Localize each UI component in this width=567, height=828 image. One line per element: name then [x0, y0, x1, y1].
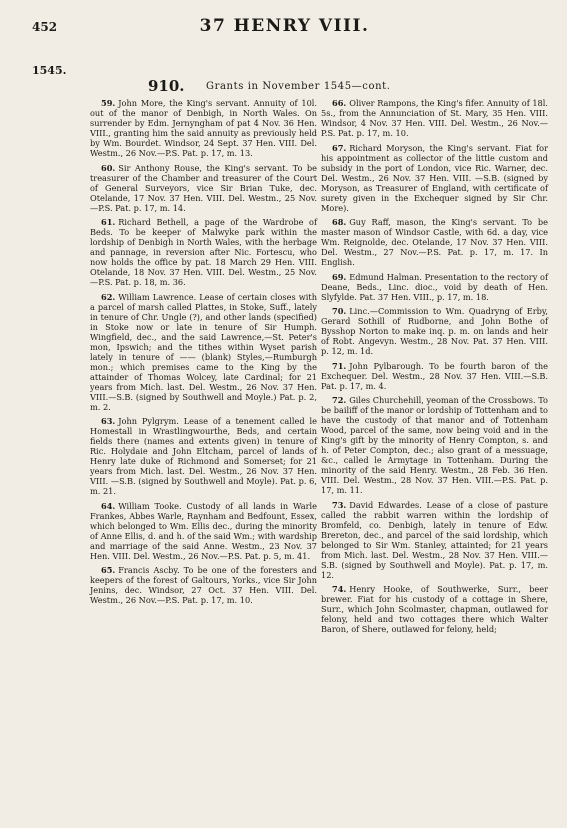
year-marginal: 1545.: [32, 64, 67, 77]
entry: [90, 501, 317, 561]
entry-number: 71.: [332, 360, 347, 371]
entry-number: 66.: [332, 98, 347, 108]
entry-number: 63.: [101, 416, 116, 426]
entry-text: Henry Hooke, of Southwerke, Surr., beer brewer. Fiat for his custody of a cottage in Shere, Surr., which John Scolmaster, chapman, outlawed for felony, held and two cottages there which Walter Baron, of Shere, outlawed for felony, held;: [321, 584, 548, 634]
entry-text: Richard Moryson, the King's servant. Fiat for his appointment as collector of the little custom and subsidy in the port of London, vice Ric. Warner, dec. Del. Westm., 26 Nov. 37 Hen. VIII. —S.B. (signed by Moryson, as Treasurer of England, with certificate of surety given in the Exchequer signed by Sir Chr. More).: [321, 142, 548, 213]
entry-text: David Edwardes. Lease of a close of pasture called the rabbit warren within the lordship of Bromfeld, co. Denbigh, lately in tenure of Edw. Brereton, dec., and parcel of the said lordship, which belonged to Sir Wm. Stanley, attainted; for 21 years from Mich. last. Del. Westm., 28 Nov. 37 Hen. VIII.—S.B. (signed by Southwell and Moyle). Pat. p. 17, m. 12.: [321, 499, 548, 580]
entry: [321, 500, 548, 580]
entry-text: Guy Raff, mason, the King's servant. To be master mason of Windsor Castle, with 6d. a day, vice Wm. Reignolde, dec. Otelande, 17 Nov. 37 Hen. VIII. Del. Westm., 27 Nov.—P.S. Pat. p. 17, m. 17. In English.: [321, 217, 548, 267]
left-column: [90, 98, 317, 610]
entry: [321, 98, 548, 138]
entry-number: 59.: [101, 98, 116, 108]
entry: [321, 584, 548, 634]
entry-number: 65.: [101, 565, 116, 575]
entry-text: John Pylbarough. To be fourth baron of the Exchequer. Del. Westm., 28 Nov. 37 Hen. VIII.—S.B. Pat. p. 17, m. 4.: [321, 360, 548, 391]
entry: [321, 395, 548, 495]
running-title: 37 HENRY VIII.: [199, 16, 370, 36]
entry-text: Francis Ascby. To be one of the foresters and keepers of the forest of Galtours, Yorks., vice Sir John Jenins, dec. Windsor, 27 Oct. 37 Hen. VIII. Del. Westm., 26 Nov.—P.S. Pat. p. 17, m. 10.: [90, 565, 317, 605]
entry: [90, 416, 317, 496]
entry-number: 62.: [101, 291, 116, 302]
entry-number: 68.: [332, 217, 347, 227]
entry: [321, 217, 548, 267]
section-heading: [148, 77, 537, 98]
entry: [90, 292, 317, 412]
section-number: 910.: [148, 77, 185, 95]
page-header: [32, 16, 537, 40]
entry-text: Richard Bethell, a page of the Wardrobe of Beds. To be keeper of Malwyke park within the lordship of Denbigh in North Wales, with the herbage and pannage, in reversion after Nic. Fortescu, who now holds the office by pat. 18 March 29 Hen. VIII. Otelande, 18 Nov. 37 Hen. VIII. Del. Westm., 25 Nov.—P.S. Pat. p. 18, m. 36.: [90, 217, 317, 287]
entry-number: 69.: [332, 271, 347, 282]
entry: [321, 306, 548, 356]
entry: [321, 361, 548, 391]
right-column: [321, 98, 548, 639]
entry-number: 74.: [332, 584, 347, 594]
entry-text: William Lawrence. Lease of certain closes with a parcel of marsh called Plattes, in Stoke, Suff., lately in tenure of Chr. Ungle (?), and other lands (specified) in Stoke now or late in tenure of Sir Humph. Wingfield, dec., and the said Lawrence,—St. Peter's mon, Ipswich; and the tithes within Wyset parish lately in tenure of —— (blank) Styles,—Rumburgh mon.; which premises came to the King by the attainder of Thomas Wolcey, late Cardinal; for 21 years from Mich. last. Del. Westm., 26 Nov. 37 Hen. VIII.—S.B. (signed by Southwell and Moyle.) Pat. p. 2, m. 2.: [90, 291, 317, 412]
page-number: 452: [32, 20, 58, 34]
entry-number: 70.: [332, 306, 347, 316]
entry: [321, 143, 548, 213]
entry: [321, 272, 548, 302]
entry-number: 73.: [332, 499, 347, 510]
entry-text: Oliver Rampons, the King's fifer. Annuity of 18l. 5s., from the Annunciation of St. Mary, 35 Hen. VIII. Windsor, 4 Nov. 37 Hen. VIII. Del. Westm., 26 Nov.—P.S. Pat. p. 17, m. 10.: [321, 98, 548, 138]
entry-number: 67.: [332, 142, 347, 153]
entry: [90, 217, 317, 287]
entry-text: John More, the King's servant. Annuity of 10l. out of the manor of Denbigh, in North Wales. On surrender by Edm. Jernyngham of pat 4 Nov. 36 Hen. VIII., granting him the said annuity as previously held by Wm. Bourdet. Windsor, 24 Sept. 37 Hen. VIII. Del. Westm., 26 Nov.—P.S. Pat. p. 17, m. 13.: [90, 98, 317, 158]
entry-text: William Tooke. Custody of all lands in Warle Frankes, Abbes Warle, Raynham and Bedfount, Essex, which belonged to Wm. Ellis dec., during the minority of Anne Ellis, d. and h. of the said Wm.; with wardship and marriage of the said Anne. Westm., 23 Nov. 37 Hen. VIII. Del. Westm., 26 Nov.—P.S. Pat. p. 5, m. 41.: [90, 500, 317, 561]
entry-text: Giles Churchehill, yeoman of the Crossbows. To be bailiff of the manor or lordship of Tottenham and to have the custody of that manor and of Tottenham Wood, parcel of the same, now being void and in the King's gift by the minority of Henry Compton, s. and h. of Peter Compton, dec.; also grant of a messuage, &c., called le Armytage in Tottenham. During the minority of the said Henry. Westm., 28 Feb. 36 Hen. VIII. Del. Westm., 28 Nov. 37 Hen. VIII.—P.S. Pat. p. 17, m. 11.: [321, 395, 548, 495]
entry: [90, 98, 317, 158]
entry-text: Linc.—Commission to Wm. Quadryng of Erby, Gerard Sothill of Rudborne, and John Bothe of Bysshop Norton to make inq. p. m. on lands and heir of Robt. Angevyn. Westm., 28 Nov. Pat. 37 Hen. VIII. p. 12, m. 1d.: [321, 306, 548, 356]
entry: [90, 163, 317, 213]
entry-number: 61.: [101, 217, 116, 227]
entry-number: 60.: [101, 162, 116, 173]
entry-number: 64.: [101, 500, 116, 511]
entry-text: John Pylgrym. Lease of a tenement called le Homestall in Wrastlingwourthe, Beds, and certain fields there (names and extents given) in tenure of Ric. Holydaie and John Eltcham, parcel of lands of Henry late duke of Richmond and Somerset; for 21 years from Mich. last. Del. Westm., 26 Nov. 37 Hen. VIII. —S.B. (signed by Southwell and Moyle). Pat. p. 6, m. 21.: [90, 416, 317, 496]
entry-text: Sir Anthony Rouse, the King's servant. To be treasurer of the Chamber and treasurer of the Court of General Surveyors, vice Sir Brian Tuke, dec. Otelande, 17 Nov. 37 Hen. VIII. Del. Westm., 25 Nov.—P.S. Pat. p. 17, m. 14.: [90, 162, 317, 213]
entry-number: 72.: [332, 395, 347, 405]
section-title: Grants in November 1545—cont.: [206, 81, 391, 92]
entry-text: Edmund Halman. Presentation to the rectory of Deane, Beds., Linc. dioc., void by death of Hen. Slyfylde. Pat. 37 Hen. VIII., p. 17, m. 18.: [321, 271, 548, 302]
entry: [90, 565, 317, 605]
